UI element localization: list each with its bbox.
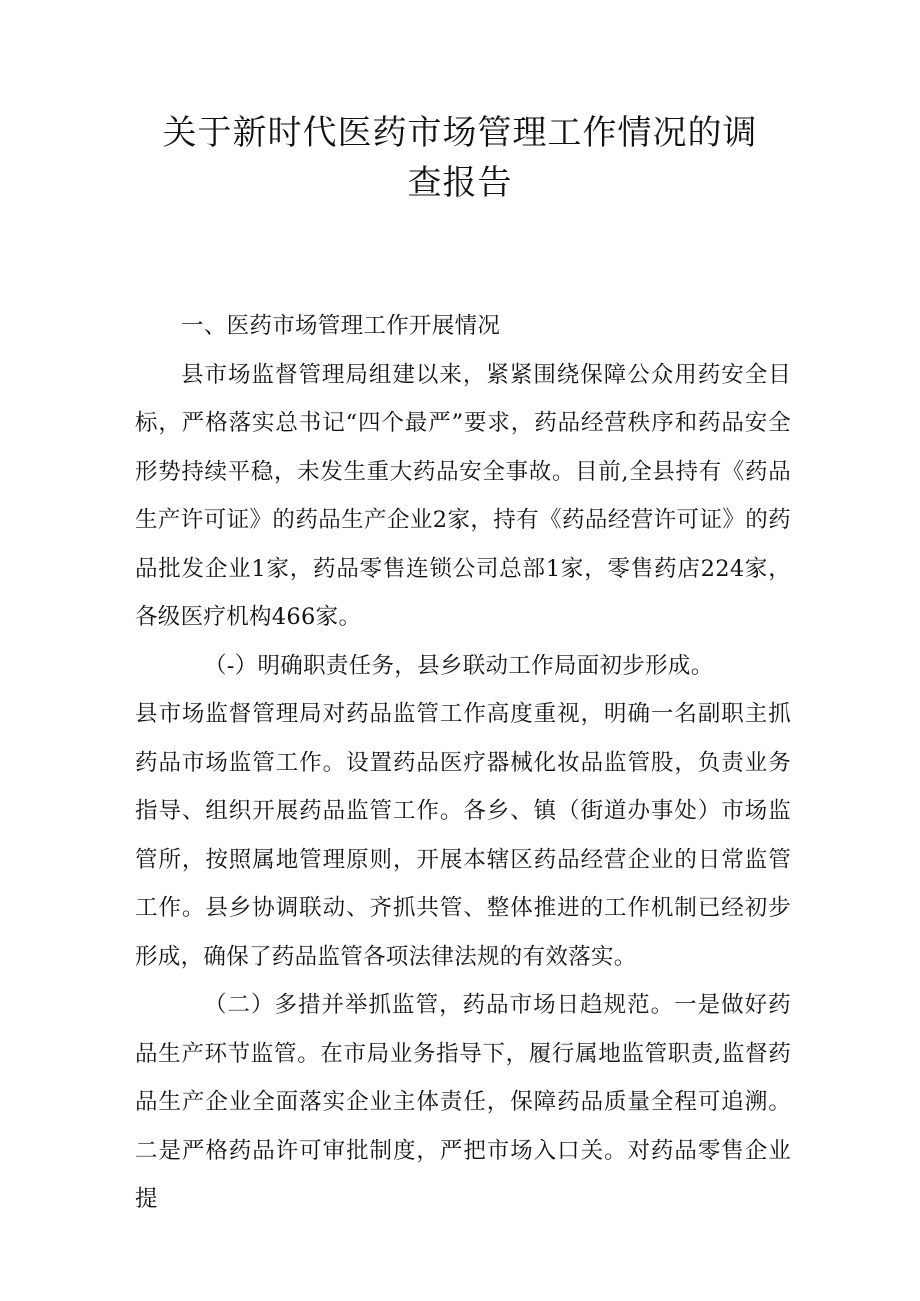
paragraph-intro: 县市场监督管理局组建以来，紧紧围绕保障公众用药安全目标，严格落实总书记“四个最严”要求，药品经营秩序和药品安全形势持续平稳，未发生重大药品安全事故。目前,全县持有《药品生产许可证》的药品生产企业2家，持有《药品经营许可证》的药品批发企业1家，药品零售连锁公司总部1家，零售药店224家，各级医疗机构466家。 [135, 361, 791, 630]
document-body [135, 302, 791, 1224]
section-heading: 一、医药市场管理工作开展情况 [181, 313, 501, 339]
paragraph-one: 县市场监督管理局对药品监管工作高度重视，明确一名副职主抓药品市场监管工作。设置药品医疗器械化妆品监管股，负责业务指导、组织开展药品监管工作。各乡、镇（街道办事处）市场监管所，按照属地管理原则，开展本辖区药品经营企业的日常监管工作。县乡协调联动、齐抓共管、整体推进的工作机制已经初步形成，确保了药品监管各项法律法规的有效落实。 [135, 701, 791, 970]
document-title: 关于新时代医药市场管理工作情况的调查报告 [162, 113, 758, 203]
subheading-one: （-）明确职责任务，县乡联动工作局面初步形成。 [204, 652, 714, 679]
paragraph-two: （二）多措并举抓监管，药品市场日趋规范。一是做好药品生产环节监管。在市局业务指导下，履行属地监管职责,监督药品生产企业全面落实企业主体责任，保障药品质量全程可追溯。二是严格药品许可审批制度，严把市场入口关。对药品零售企业提 [135, 992, 791, 1212]
